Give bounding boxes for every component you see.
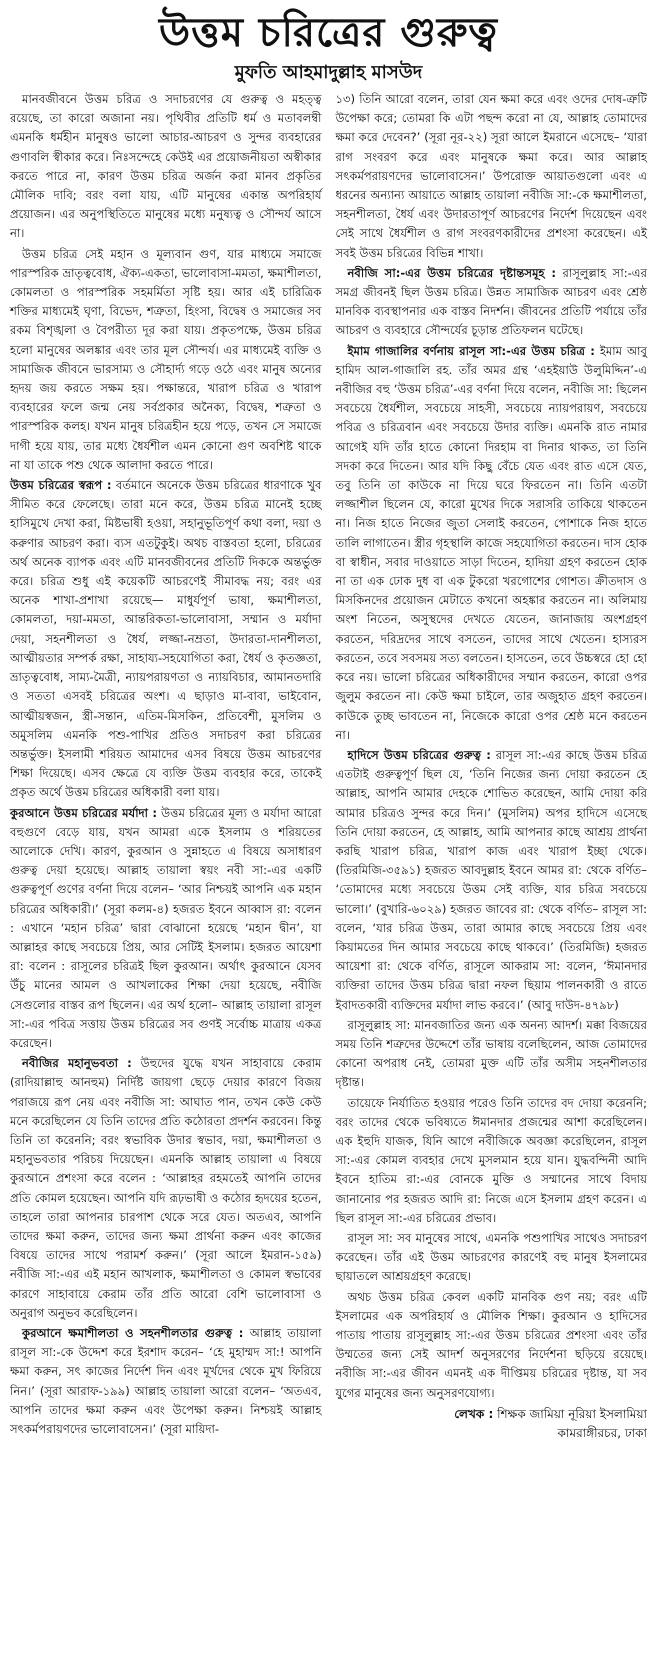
paragraph-text: বর্তমানে অনেকে উত্তম চরিত্রের ধারণাকে খুব সীমিত করে ফেলেছে। তারা মনে করে, উত্তম চরিত্র মানেই হচ্ছে হাসিমুখে দেখা করা, মিষ্টভাষী হওয়া, সহানুভূতিপূর্ণ কথা বলা, দয়া ও করুণার আচরণ করা। ব্যস এতটুকুই। অথচ বাস্তবতা হলো, চরিত্রের অর্থ অনেক ব্যাপক এবং এটি মানবজীবনের প্রতিটি দিককে অন্তর্ভুক্ত করে। চরিত্র শুধু এই কয়েকটি আচরণেই সীমাবদ্ধ নয়; বরং এর অনেক শাখা-প্রশাখা রয়েছে— মাধুর্যপূর্ণ ভাষা, ক্ষমাশীলতা, কোমলতা, দয়া-মমতা, আন্তরিকতা-ভালোবাসা, সম্মান ও মর্যাদা দেয়া, সহনশীলতা ও ধৈর্য, লজ্জা-নম্রতা, উদারতা-দানশীলতা, আত্মীয়তার সম্পর্ক রক্ষা, সাহায্য-সহযোগিতা করা, ধৈর্য ও কৃতজ্ঞতা, ভ্রাতৃত্ববোধ, সাম্য-মৈত্রী, ন্যায়পরায়ণতা ও ন্যায়বিচার, আমানতদারি ও সততা এসবই চরিত্রের অংশ। এ ছাড়াও মা-বাবা, ভাইবোন, আত্মীয়স্বজন, স্ত্রী-সন্তান, এতিম-মিসকিন, প্রতিবেশী, মুসলিম ও অমুসলিম এমনকি পশু-পাখির প্রতিও সদাচরণ করা চরিত্রের অন্তর্ভুক্ত। ইসলামী শরিয়ত আমাদের এসব বিষয়ে উত্তম আচরণের শিক্ষা দিয়েছে। এসব ক্ষেত্রে যে ব্যক্তি উত্তম ব্যবহার করে, তাকেই প্রকৃত অর্থে উত্তম চরিত্রের অধিকারী বলা যায়। [10,478,322,800]
section-heading: উত্তম চরিত্রের স্বরূপ : [10,478,112,493]
paragraph-text: রাসূল সা:-এর কাছে উত্তম চরিত্র এতটাই গুরুত্বপূর্ণ ছিল যে, ‘তিনি নিজের জন্য দোয়া করতেন হে আল্লাহ, আপনি আমার দেহকে শোভিত করেছেন, আমি দোয়া করি আমার চরিত্রও সুন্দর করে দিন।’ (মুসলিম) অপর হাদিসে এসেছে তিনি দোয়া করতেন, হে আল্লাহ, আমি আপনার কাছে আশ্রয় প্রার্থনা করছি খারাপ চরিত্র, খারাপ কাজ এবং খারাপ ইচ্ছা থেকে। (তিরমিজি-৩৫৯১) হজরত আবদুল্লাহ ইবনে আমর রা: থেকে বর্ণিত– ‘তোমাদের মধ্যে সবচেয়ে উত্তম সেই ব্যক্তি, যার চরিত্র সবচেয়ে ভালো।’ (বুখারি-৬০২৯) হজরত জাবের রা: থেকে বর্ণিত– রাসূল সা: বলেন, ‘যার চরিত্র উত্তম, তারা আমার কাছে সবচেয়ে প্রিয় এবং কিয়ামতের দিন আমার সবচেয়ে কাছে থাকবে।’ (তিরমিজি) হজরত আয়েশা রা: থেকে বর্ণিত, রাসূলে আকরাম সা: বলেন, ‘ঈমানদার ব্যক্তিরা তাদের উত্তম চরিত্র দ্বারা নফল ছিয়াম পালনকারী ও রাতে ইবাদতকারী ব্যক্তিদের মর্যাদা লাভ করবে।’ (আবু দাউদ-৪৭৯৮) [335,747,647,1012]
paragraph: উত্তম চরিত্র সেই মহান ও মূল্যবান গুণ, যার মাধ্যমে সমাজে পারস্পরিক ভ্রাতৃত্ববোধ, ঐক্য-একতা, ভালোবাসা-মমতা, ক্ষমাশীলতা, কোমলতা ও পারস্পরিক সহমর্মিতা সৃষ্টি হয়। আর এই চারিত্রিক শক্তির মাধ্যমেই ঘৃণা, বিভেদ, শত্রুতা, হিংসা, বিদ্বেষ ও সমাজের সব রকম বিশৃঙ্খলা ও বৈপরীত্য দূর করা যায়। প্রকৃতপক্ষে, উত্তম চরিত্র হলো মানুষের অলঙ্কার এবং তার মূল সৌন্দর্য। এর মাধ্যমেই ব্যক্তি ও সামাজিক জীবনে ভারসাম্য ও সৌহার্দ্য গড়ে ওঠে এবং মানুষ অন্যের হৃদয় জয় করতে সক্ষম হয়। পক্ষান্তরে, খারাপ চরিত্র ও খারাপ ব্যবহারের ফলে জন্ম নেয় সর্বপ্রকার অনৈক্য, বিদ্বেষ, শত্রুতা ও পারস্পরিক কলহ। যখন মানুষ চরিত্রহীন হয়ে পড়ে, তখন সে সমাজে দাগী হয়ে যায়, তার মধ্যে ধৈর্যশীল এমন কোনো গুণ অবশিষ্ট থাকে না যা তাকে পশু থেকে আলাদা করতে পারে। [10,246,322,472]
paragraph [336,342,648,745]
signature-text: শিক্ষক জামিয়া নূরিয়া ইসলামিয়া [493,1406,647,1421]
section-heading: নবীজির মহানুভবতা : [22,1056,132,1071]
paragraph [10,476,322,802]
paragraph: মানবজীবনে উত্তম চরিত্র ও সদাচরণের যে গুরুত্ব ও মহত্ত্ব রয়েছে, তা কারো অজানা নয়। পৃথিবীর প্রতিটি ধর্ম ও মতাবলম্বী এমনকি ধর্মহীন মানুষও ভালো আচার-আচরণ ও সুন্দর ব্যবহারের গুণাবলি স্বীকার করে। নিঃসন্দেহে কেউই এর প্রয়োজনীয়তা অস্বীকার করতে পারে না, কারণ উত্তম চরিত্র অর্জন করা মানব প্রকৃতির মৌলিক দাবি; বরং বলা যায়, এটি মানুষের একান্ত অপরিহার্য প্রয়োজন। এর অনুপস্থিতিতে মানুষের মধ্যে মনুষ্যত্ব ও সৌন্দর্য আসে না। [10,92,322,241]
section-heading: কুরআনে উত্তম চরিত্রের মর্যাদা : [10,805,158,820]
section-heading: হাদিসে উত্তম চরিত্রের গুরুত্ব : [347,747,491,762]
signature-place: কামরাঙ্গীরচর, ঢাকা [557,1425,647,1440]
article-author: মুফতি আহমাদুল্লাহ মাসউদ [234,62,423,83]
paragraph [10,1324,322,1439]
paragraph: অথচ উত্তম চরিত্র কেবল একটি মানবিক গুণ নয়; বরং এটি ইসলামের এক অপরিহার্য ও মৌলিক শিক্ষা। কুরআন ও হাদিসের পাতায় পাতায় রাসূলুল্লাহ সা:-এর উত্তম চরিত্রের প্রশংসা এবং তাঁর উম্মতের জন্য সেই আদর্শ অনুসরণের নির্দেশনা ছড়িয়ে রয়েছে। নবীজি সা:-এর জীবন এমনই এক দীপ্তিময় চরিত্রের দৃষ্টান্ত, যা সব যুগের মানুষের জন্য অনুসরণযোগ্য। [335,1289,647,1400]
paragraph-text: রাসূলুল্লাহ সা:-এর সমগ্র জীবনই ছিল উত্তম চরিত্র। উন্নত সামাজিক আচরণ এবং শ্রেষ্ঠ মানবিক ব্যবস্থাপনার এক বাস্তব নিদর্শন। জীবনের প্রতিটি পর্যায়ে তাঁর আচরণ ও ব্যবহারে সৌন্দর্যের চূড়ান্ত প্রতিফলন ঘটেছে। [335,265,647,338]
paragraph [10,1054,322,1323]
section-heading: ইমাম গাজালির বর্ণনায় রাসূল সা:-এর উত্তম চরিত্র : [347,343,595,358]
left-column [10,90,322,1443]
paragraph-text: ইমাম আবু হামিদ আল-গাজালি রহ. তাঁর অমর গ্রন্থ ‘এহইয়াউ উলুমিদ্দিন’-এ নবীজির বহু ‘উত্তম চরিত্র’-এর বর্ণনা দিয়ে বলেন, নবীজি সা: ছিলেন সবচেয়ে ধৈর্যশীল, সবচেয়ে সাহসী, সবচেয়ে ন্যায়পরায়ণ, সবচেয়ে পবিত্র ও চরিত্রবান এবং সবচেয়ে উদার ব্যক্তি। এমনকি রাত নামার আগেই যদি তাঁর হাতে কোনো দিরহাম বা দিনার থাকত, তা তিনি সদকা করে দিতেন। আর যদি কিছু বেঁচে যেত এবং রাত এসে যেত, তবু তিনি তা কাউকে না দিয়ে ঘরে ফিরতেন না। তিনি এতটা লজ্জাশীল ছিলেন যে, কারো মুখের দিকে সরাসরি তাকিয়ে থাকতেন না। নিজ হাতে নিজের জুতা সেলাই করতেন, পোশাকে নিজ হাতে তালি লাগাতেন। স্ত্রীর গৃহস্থালি কাজে সহযোগিতা করতেন। দাস হোক বা স্বাধীন, সবার দাওয়াতে সাড়া দিতেন, হাদিয়া গ্রহণ করতেন হোক না তা এক ঢোক দুধ বা এক টুকরো খরগোশের গোশত। ক্রীতদাস ও মিসকিনদের প্রয়োজন মেটাতে কখনো অহঙ্কার করতেন না। অলিমায় অংশ নিতেন, অসুস্থদের দেখতে যেতেন, জানাজায় অংশগ্রহণ করতেন, দরিদ্রদের সাথে বসতেন, তাদের সাথে খেতেন। হাস্যরস করতেন, তবে সবসময় সত্য বলতেন। হাসতেন, তবে উচ্চস্বরে হো হো করে নয়। ভালো চরিত্রের অধিকারীদের সম্মান করতেন, কারো ওপর জুলুম করতেন না। কেউ ক্ষমা চাইলে, তার অজুহাত গ্রহণ করতেন। কাউকে তুচ্ছ ভাবতেন না, নিজেকে কারো ওপর শ্রেষ্ঠ মনে করতেন না। [335,343,647,742]
paragraph: রাসূল সা: সব মানুষের সাথে, এমনকি পশুপাখির সাথেও সদাচরণ করেছেন। তাঁর এই উত্তম আচরণের কারণেই বহু মানুষ ইসলামের ছায়াতলে আশ্রয়গ্রহণ করেছে। [335,1230,647,1284]
paragraph [10,804,322,1054]
paragraph: তায়েফে নির্যাতিত হওয়ার পরেও তিনি তাদের বদ দোয়া করেননি; বরং তাদের থেকে ভবিষ্যতে ঈমানদার প্রজন্মের আশা করেছিলেন। এক ইহুদি যাজক, যিনি আগে নবীজিকে অবজ্ঞা করেছিলেন, রাসূল সা:-এর কোমল ব্যবহার দেখে মুসলমান হয়ে যান। যুদ্ধবন্দিনী আদি ইবনে হাতিম রা:-এর বোনকে মুক্তি ও সম্মানের সাথে বিদায় জানানোর পর হজরত আদি রা: নিজে এসে ইসলাম গ্রহণ করেন। এ ছিল রাসূল সা:-এর চরিত্রের প্রভাব। [335,1095,647,1225]
paragraph-text: উত্তম চরিত্রের মূল্য ও মর্যাদা আরো বহুগুণে বেড়ে যায়, যখন আমরা একে ইসলাম ও শরিয়তের আলোকে দেখি। কারণ, কুরআন ও সুন্নাহতে এ বিষয়ে অসাধারণ গুরুত্ব দেয়া হয়েছে। আল্লাহ তায়ালা স্বয়ং নবী সা:-এর একটি গুরুত্বপূর্ণ গুণের বর্ণনা দিয়ে বলেন– ‘আর নিশ্চয়ই আপনি এক মহান চরিত্রের অধিকারী।’ (সূরা কলম-৪) হজরত ইবনে আব্বাস রা: বলেন : এখানে ‘মহান চরিত্র’ দ্বারা বোঝানো হয়েছে ‘মহান দ্বীন’, যা আল্লাহর কাছে সবচেয়ে প্রিয়, আর সেটিই ইসলাম। হজরত আয়েশা রা: বলেন : রাসূলের চরিত্রই ছিল কুরআন। অর্থাৎ কুরআনে যেসব উঁচু মানের আমল ও আখলাকের শিক্ষা দেয়া হয়েছে, নবীজি সেগুলোর বাস্তব রূপ ছিলেন। এর অর্থ হলো– আল্লাহ তায়ালা রাসূল সা:-এর পবিত্র সত্তায় উত্তম চরিত্রের সব গুণই সর্বোচ্চ মাত্রায় একত্র করেছেন। [10,805,322,1050]
paragraph [336,746,648,1015]
paragraph: ১৩) তিনি আরো বলেন, তারা যেন ক্ষমা করে এবং ওদের দোষ-ত্রুটি উপেক্ষা করে; তোমরা কি এটা পছন্দ করো না যে, আল্লাহ তোমাদের ক্ষমা করে দেবেন?’ (সূরা নূর-২২) সূরা আলে ইমরানে এসেছে– ‘যারা রাগ সংবরণ করে এবং মানুষকে ক্ষমা করে। আর আল্লাহ সৎকর্মপরায়ণদের ভালোবাসেন।’ উপরোক্ত আয়াতগুলো এবং এ ধরনের অন্যান্য আয়াতে আল্লাহ তায়ালা নবীজি সা:-কে ক্ষমাশীলতা, সহনশীলতা, ধৈর্য এবং উদারতাপূর্ণ আচরণের নির্দেশ দিয়েছেন এবং সেই সাথে ধৈর্যশীল ও রাগ সংবরণকারীদের প্রশংসা করেছেন। এই সবই উত্তম চরিত্রের বিভিন্ন শাখা। [335,92,647,260]
paragraph: রাসূলুল্লাহ সা: মানবজাতির জন্য এক অনন্য আদর্শ। মক্কা বিজয়ের সময় তিনি শত্রুদের উদ্দেশে তাঁর ভাষায় বলেছিলেন, আজ তোমাদের কোনো অপরাধ নেই, তোমরা মুক্ত এটি তাঁর অসীম সহনশীলতার দৃষ্টান্ত। [335,1017,647,1090]
section-heading: নবীজি সা:-এর উত্তম চরিত্রের দৃষ্টান্তসমূহ : [347,265,557,280]
paragraph-text: উহুদের যুদ্ধে যখন সাহাবায়ে কেরাম (রাদিয়াল্লাহু আনহুম) নির্দিষ্ট জায়গা ছেড়ে দেয়ার কারণে বিজয় পরাজয়ে রূপ নেয় এবং নবীজি সা: আঘাত পান, তখন কেউ কেউ মনে করেছিলেন যে তিনি তাদের প্রতি কঠোরতা প্রদর্শন করবেন। কিন্তু তিনি তা করেননি; বরং স্বভাবিক উদার স্বভাব, দয়া, ক্ষমাশীলতা ও মহানুভবতার পরিচয় দিয়েছেন। এমনকি আল্লাহ তায়ালা এ বিষয়ে কুরআনে প্রশংসা করে বলেন : ‘আল্লাহর রহমতেই আপনি তাদের প্রতি কোমল হয়েছেন। আপনি যদি রূঢ়ভাষী ও কঠোর হৃদয়ের হতেন, তাহলে তারা আপনার চারপাশ থেকে সরে যেত। অতএব, আপনি তাদের ক্ষমা করুন, তাদের জন্য ক্ষমা প্রার্থনা করুন এবং কাজের বিষয়ে তাদের সাথে পরামর্শ করুন।’ (সূরা আলে ইমরান-১৫৯) নবীজি সা:-এর এই মহান আখলাক, ক্ষমাশীলতা ও কোমল স্বভাবের কারণে সাহাবায়ে কেরাম তাঁর প্রতি আরো বেশি ভালোবাসা ও অনুরাগ অনুভব করেছিলেন। [10,1056,322,1320]
section-heading: কুরআনে ক্ষমাশীলতা ও সহনশীলতার গুরুত্ব : [22,1326,244,1340]
signature-label: লেখক : [454,1406,494,1421]
article-title: উত্তম চরিত্রের গুরুত্ব [159,9,498,56]
author-signature [336,1405,648,1443]
paragraph-text: আল্লাহ তায়ালা রাসূল সা:-কে উদ্দেশ করে ইরশাদ করেন– ‘হে মুহাম্মদ সা:! আপনি ক্ষমা করুন, সৎ কাজের নির্দেশ দিন এবং মূর্খদের থেকে মুখ ফিরিয়ে নিন।’ (সূরা আরাফ-১৯৯) আল্লাহ তায়ালা আরো বলেন– ‘অতএব, আপনি তাদের ক্ষমা করুন এবং উপেক্ষা করুন। নিশ্চয়ই আল্লাহ সৎকর্মপরায়ণদের ভালোবাসেন।’ (সূরা মায়িদা- [10,1326,322,1437]
article-body [10,90,647,1443]
right-column [336,90,648,1443]
paragraph [336,264,648,341]
